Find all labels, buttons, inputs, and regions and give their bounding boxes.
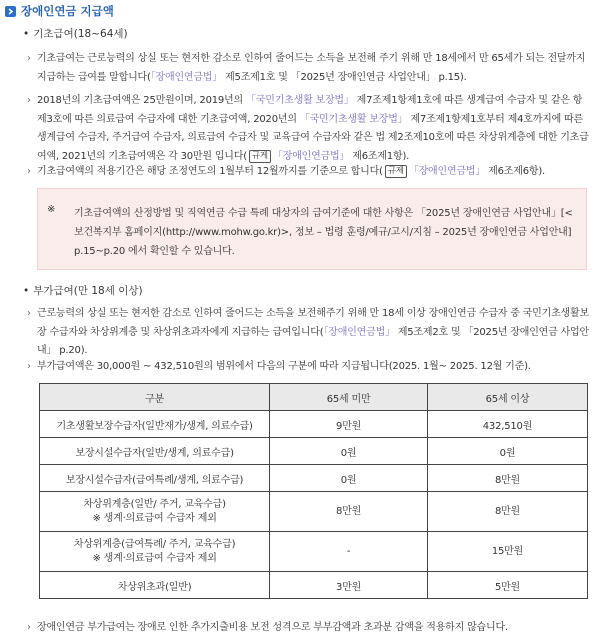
row-over-65: 15만원 [427,532,587,572]
row-over-65: 5만원 [427,572,587,599]
additional-benefit-table [39,383,588,599]
row-over-65: 8만원 [427,465,587,492]
arrow-icon: › [27,308,31,319]
law-link[interactable]: 「국민기초생활 보장법」 [299,113,408,125]
table-row [40,532,588,572]
row-under-65: 0원 [270,438,428,465]
row-label: 기초생활보장수급자(일반재가/생계, 의료수급) [40,411,270,438]
note-mark: ※ [47,204,56,215]
table-header-row [40,384,588,411]
row-over-65: 8만원 [427,492,587,532]
additional-paragraph-1: › 근로능력의 상실 또는 현저한 감소로 인하여 줄어드는 소득을 보전해주기 위해 만 18세 이상 장애인연금 수급자 중 국민기초생활보장 수급자와 차상위계층 및 차상위초과자에게 지급하는 급여입니다(「장애인연금법」 제5조제2호 및 「2025년 장애인연금 사업안내」 p.20). [37,305,590,361]
row-over-65: 0원 [427,438,587,465]
row-under-65: 9만원 [270,411,428,438]
header-category: 구분 [40,384,270,411]
row-label-main: 차상위계층(급여특례/ 주거, 교육수급) [73,538,236,550]
law-link[interactable]: 「장애인연금법」 [150,71,223,83]
law-link[interactable]: 「국민기초생활 보장법」 [245,95,354,106]
law-link[interactable]: 「장애인연금법」 [323,326,395,338]
row-under-65: - [270,532,428,572]
arrow-icon: › [27,622,31,633]
basic-paragraph-2: › 2018년의 기초급여액은 25만원이며, 2019년의 「국민기초생활 보장법」 제7조제1항제1호에 따른 생계급여 수급자 및 같은 항 제3호에 따른 의료급여 수급자에 대한 기초급여액, 2020년의 「국민기초생활 보장법」 제7조제1항제1호부터 제4호까지에 따른 생계급여 수급자, 주거급여 수급자, 의료급여 수급자 및 교육급여 수급자와 같은 법 제2조제10호에 따른 차상위계층에 대한 기초급여액, 2021년의 기초급여액은 각 30만원 입니다( 규게 「장애인연금법」 제6조제1항). [37,92,590,166]
additional-benefit-heading: • 부가급여(만 18세 이상) [23,285,143,297]
row-label-note: ※ 생계·의료급여 수급자 제외 [92,552,217,564]
arrow-icon: › [27,166,31,177]
bullet-icon: • [23,28,30,40]
basic-paragraph-1: › 기초급여는 근로능력의 상실 또는 현저한 감소로 인하여 줄어드는 소득을 보전해 주기 위해 만 18세에서 만 65세가 되는 전달까지 지급하는 급여를 말합니다(「장애인연금법」 제5조제1호 및 「2025년 장애인연금 사업안내」 p.15). [37,50,590,87]
row-label: 보장시설수급자(급여특례/생계, 의료수급) [40,465,270,492]
basic-paragraph-3: › 기초급여액의 적용기간은 해당 조정연도의 1월부터 12월까지를 기준으로 합니다( 규제 「장애인연금법」 제6조제6항). [37,163,590,182]
row-label: 차상위초과(일반) [40,572,270,599]
additional-footer-paragraph: › 장애인연금 부가급여는 장애로 인한 추가지출비용 보전 성격으로 부부감액과 초과분 감액을 적용하지 않습니다. [37,619,590,638]
table-row [40,411,588,438]
law-link[interactable]: 「장애인연금법」 [408,166,486,177]
chevron-right-icon [5,6,16,17]
row-label-note: ※ 생계·의료급여 수급자 제외 [92,512,217,524]
regulation-tag[interactable]: 규게 [249,150,271,163]
note-box [37,188,587,270]
row-under-65: 0원 [270,465,428,492]
table-row [40,492,588,532]
law-link[interactable]: 「장애인연금법」 [272,150,350,162]
arrow-icon: › [27,95,31,106]
regulation-tag[interactable]: 규제 [385,165,407,178]
table-row [40,572,588,599]
bullet-icon: • [23,285,30,297]
row-label-main: 차상위계층(일반/ 주거, 교육수급) [83,498,226,510]
arrow-icon: › [27,53,31,64]
additional-paragraph-2: › 부가급여액은 30,000원 ~ 432,510원의 범위에서 다음의 구분에 따라 지급됩니다(2025. 1월~ 2025. 12월 기준). [37,358,590,377]
row-under-65: 3만원 [270,572,428,599]
row-over-65: 432,510원 [427,411,587,438]
basic-benefit-heading: • 기초급여(18~64세) [23,28,128,40]
page-title: 장애인연금 지급액 [21,4,114,18]
row-label: 보장시설수급자(일반/생계, 의료수급) [40,438,270,465]
row-under-65: 8만원 [270,492,428,532]
section-title [5,3,114,19]
note-text: 기초급여액의 산정방법 및 직역연금 수급 특례 대상자의 급여기준에 대한 사항은 「2025년 장애인연금 사업안내」[<보건복지부 홈페이지(http://www.mohw.go.kr)>, 정보 – 법령 훈령/예규/고시/지침 – 2025년 장애인연금 사업안내] p.15~p.20 에서 확인할 수 있습니다. [74,208,573,257]
mohw-url-link[interactable]: http://www.mohw.go.kr [165,227,278,238]
table-row [40,438,588,465]
arrow-icon: › [27,361,31,372]
table-row [40,465,588,492]
header-under-65: 65세 미만 [270,384,428,411]
header-over-65: 65세 이상 [427,384,587,411]
row-label [40,532,270,572]
row-label [40,492,270,532]
